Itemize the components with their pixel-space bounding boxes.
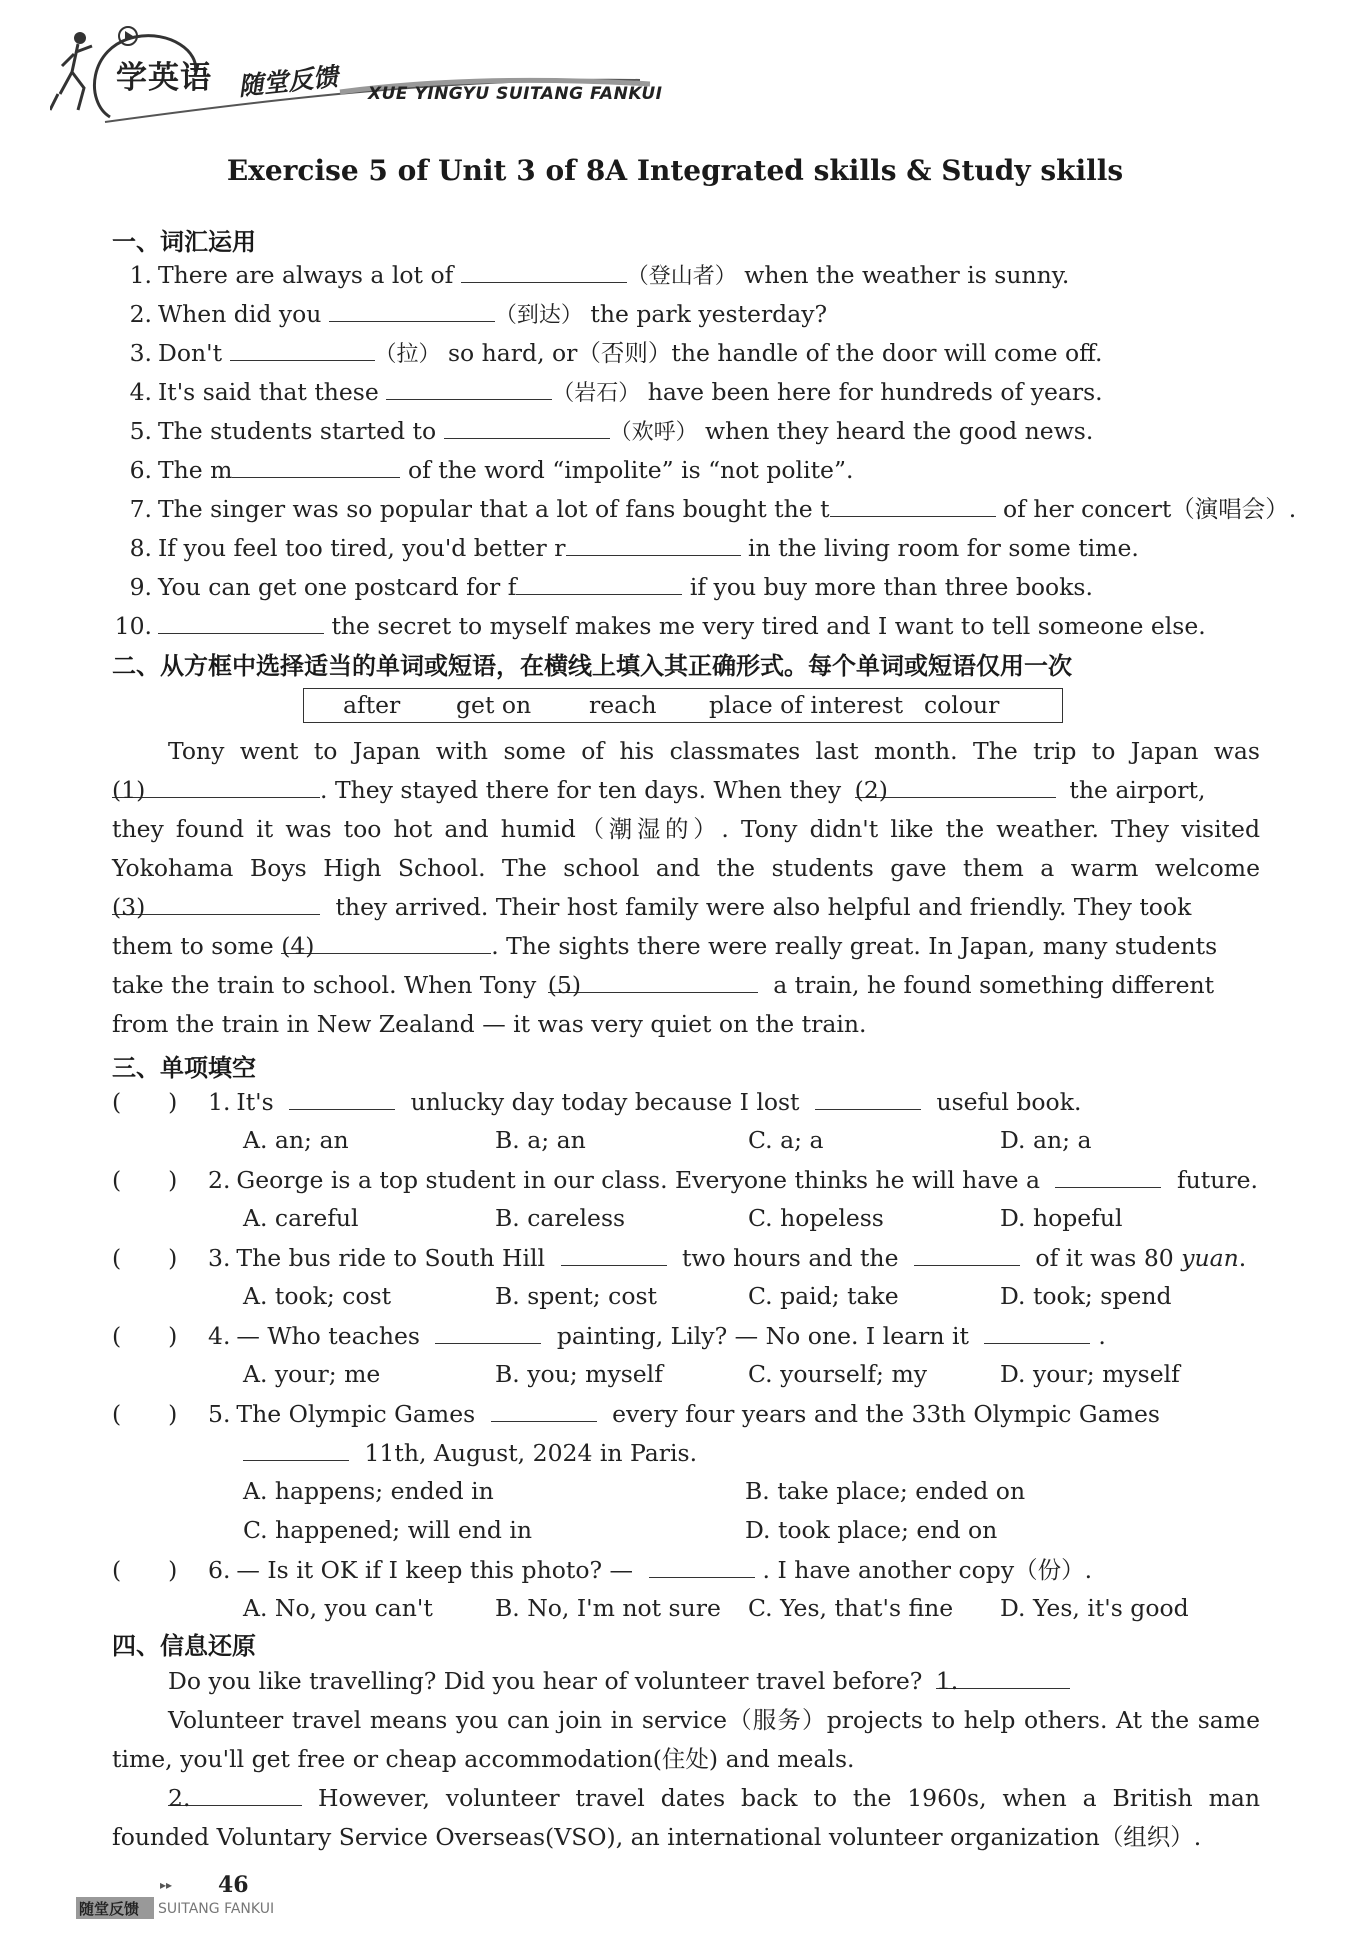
section-heading-multiple-choice: 三、单项填空: [112, 1054, 256, 1082]
section-heading-vocabulary: 一、词汇运用: [112, 228, 256, 256]
item-number: 10.: [114, 612, 152, 640]
word-option: reach: [589, 691, 657, 719]
question-number: 5.: [208, 1400, 231, 1428]
footer-brand-en: SUITANG FANKUI: [158, 1901, 275, 1917]
item-number: 4.: [129, 378, 152, 406]
item-text: The m: [158, 456, 233, 484]
page-title: Exercise 5 of Unit 3 of 8A Integrated skills & Study skills: [226, 154, 1124, 187]
answer-blank[interactable]: [815, 1087, 921, 1110]
answer-blank[interactable]: [435, 1321, 541, 1344]
word-option: after: [343, 691, 401, 719]
question-text: every four years and the 33th Olympic Games: [604, 1400, 1160, 1428]
word-option: place of interest: [709, 691, 904, 719]
vocabulary-item: [112, 455, 1260, 487]
item-number: 8.: [129, 534, 152, 562]
vocabulary-item: [112, 377, 1260, 409]
answer-blank[interactable]: [243, 1438, 349, 1461]
brand-cn: 学英语: [116, 60, 212, 96]
answer-option[interactable]: C. Yes, that's fine: [748, 1594, 954, 1622]
word-option: get on: [456, 691, 532, 719]
word-box: [303, 688, 1063, 723]
passage-line: time, you'll get free or cheap accommodation(住处) and meals.: [112, 1745, 855, 1773]
answer-bracket[interactable]: ( ): [112, 1322, 178, 1350]
answer-option[interactable]: D. an; a: [1000, 1126, 1092, 1154]
vocabulary-item: [112, 260, 1260, 292]
item-text: You can get one postcard for f: [158, 573, 517, 601]
passage-line: However, volunteer travel dates back to the 1960s, when a British man: [318, 1784, 1260, 1812]
item-text: Don't: [158, 339, 230, 367]
passage-line: Volunteer travel means you can join in service（服务）projects to help others. At the same: [168, 1706, 1260, 1734]
item-text: so hard, or（否则）the handle of the door will come off.: [440, 339, 1103, 367]
answer-blank[interactable]: [516, 572, 682, 595]
question-row: [112, 1243, 1260, 1273]
answer-option[interactable]: B. spent; cost: [495, 1282, 657, 1310]
answer-blank[interactable]: [649, 1555, 755, 1578]
vocabulary-item: [112, 572, 1260, 604]
question-text: two hours and the: [674, 1244, 906, 1272]
answer-option[interactable]: C. happened; will end in: [243, 1516, 533, 1544]
answer-blank[interactable]: [984, 1321, 1090, 1344]
item-text: the secret to myself makes me very tired and I want to tell someone else.: [324, 612, 1206, 640]
question-number: 4.: [208, 1322, 231, 1350]
answer-option[interactable]: A. took; cost: [243, 1282, 392, 1310]
page-number: 46: [218, 1872, 249, 1898]
header-banner: [50, 22, 670, 127]
question-text: George is a top student in our class. Everyone thinks he will have a: [236, 1166, 1048, 1194]
question-text: unlucky day today because I lost: [403, 1088, 807, 1116]
chinese-hint: （拉）: [374, 342, 441, 367]
item-text: It's said that these: [158, 378, 387, 406]
question-text: useful book.: [928, 1088, 1082, 1116]
answer-option[interactable]: C. a; a: [748, 1126, 824, 1154]
answer-blank[interactable]: [491, 1399, 597, 1422]
passage-line: Tony went to Japan with some of his classmates last month. The trip to Japan was: [168, 737, 1260, 765]
item-text: When did you: [158, 300, 329, 328]
answer-option[interactable]: D. took place; end on: [745, 1516, 998, 1544]
chinese-hint: （欢呼）: [609, 420, 698, 445]
answer-option[interactable]: B. a; an: [495, 1126, 586, 1154]
passage-line: founded Voluntary Service Overseas(VSO), an international volunteer organization（组织）.: [112, 1823, 1202, 1851]
answer-blank[interactable]: [386, 377, 552, 400]
vocabulary-item: [112, 611, 1260, 643]
chinese-hint: （登山者）: [626, 264, 737, 289]
question-number: 1.: [208, 1088, 231, 1116]
item-number: 3.: [129, 339, 152, 367]
answer-blank[interactable]: [561, 1243, 667, 1266]
passage-line: take the train to school. When Tony (5) a train, he found something different: [112, 971, 1215, 999]
question-row-continued: [243, 1438, 1350, 1468]
item-text: when the weather is sunny.: [736, 261, 1070, 289]
section-heading-info-restore: 四、信息还原: [112, 1632, 256, 1660]
answer-bracket[interactable]: ( ): [112, 1088, 178, 1116]
answer-option[interactable]: A. happens; ended in: [243, 1477, 494, 1505]
question-row: [112, 1087, 1260, 1117]
footer-brand-cn: 随堂反馈: [79, 1900, 140, 1918]
answer-blank[interactable]: [329, 299, 495, 322]
brand-cn-sub: 随堂反馈: [236, 61, 340, 102]
answer-option[interactable]: C. hopeless: [748, 1204, 884, 1232]
item-number: 7.: [129, 495, 152, 523]
answer-blank-info-2[interactable]: 2.: [168, 1783, 302, 1806]
answer-option[interactable]: C. paid; take: [748, 1282, 899, 1310]
answer-option[interactable]: B. No, I'm not sure: [495, 1594, 721, 1622]
answer-option[interactable]: D. hopeful: [1000, 1204, 1123, 1232]
question-text: It's: [236, 1088, 282, 1116]
answer-blank[interactable]: [232, 455, 400, 478]
question-text: 11th, August, 2024 in Paris.: [357, 1439, 698, 1467]
answer-bracket[interactable]: ( ): [112, 1556, 178, 1584]
question-text: — Who teaches: [236, 1322, 428, 1350]
word-option: colour: [924, 691, 1000, 719]
answer-blank-2[interactable]: (2): [855, 775, 1056, 798]
answer-bracket[interactable]: ( ): [112, 1400, 178, 1428]
chinese-hint: （到达）: [494, 303, 583, 328]
answer-blank-3[interactable]: (3): [112, 892, 320, 915]
question-text: . I have another copy（份）.: [762, 1556, 1093, 1584]
answer-blank[interactable]: [1055, 1165, 1161, 1188]
question-number: 6.: [208, 1556, 231, 1584]
item-text: If you feel too tired, you'd better r: [158, 534, 566, 562]
answer-blank-4[interactable]: (4): [281, 931, 491, 954]
question-row: [112, 1399, 1260, 1429]
answer-option[interactable]: A. an; an: [243, 1126, 349, 1154]
item-number: 9.: [129, 573, 152, 601]
item-text: There are always a lot of: [158, 261, 461, 289]
answer-blank[interactable]: [914, 1243, 1020, 1266]
footer-arrows-icon: ▸▸: [160, 1878, 173, 1892]
answer-option[interactable]: B. careless: [495, 1204, 626, 1232]
chinese-hint: （岩石）: [552, 381, 641, 406]
question-text: future.: [1169, 1166, 1258, 1194]
passage-line: from the train in New Zealand — it was very quiet on the train.: [112, 1010, 867, 1038]
vocabulary-item: [112, 299, 1260, 331]
section-heading-word-box: 二、从方框中选择适当的单词或短语，在横线上填入其正确形式。每个单词或短语仅用一次: [112, 652, 1072, 680]
question-number: 3.: [208, 1244, 231, 1272]
answer-blank[interactable]: [289, 1087, 395, 1110]
vocabulary-item: [112, 416, 1260, 448]
item-text: The singer was so popular that a lot of fans bought the t: [158, 495, 830, 523]
answer-blank-5[interactable]: (5): [548, 970, 758, 993]
question-text: .: [1238, 1244, 1247, 1272]
answer-blank[interactable]: [830, 494, 996, 517]
question-text: yuan: [1181, 1244, 1239, 1272]
vocabulary-item: [112, 338, 1260, 370]
answer-option[interactable]: D. took; spend: [1000, 1282, 1172, 1310]
item-text: have been here for hundreds of years.: [640, 378, 1103, 406]
passage-line: Yokohama Boys High School. The school and the students gave them a warm welcome: [112, 854, 1260, 882]
item-text: of her concert（演唱会）.: [995, 495, 1297, 523]
answer-option[interactable]: D. your; myself: [1000, 1360, 1180, 1388]
item-number: 6.: [129, 456, 152, 484]
passage-line: Do you like travelling? Did you hear of volunteer travel before? 1.: [168, 1666, 1316, 1696]
question-row: [112, 1165, 1260, 1195]
vocabulary-item: [112, 494, 1297, 526]
answer-option[interactable]: A. careful: [243, 1204, 359, 1232]
vocabulary-item: [112, 533, 1260, 565]
item-text: The students started to: [158, 417, 444, 445]
answer-blank[interactable]: [444, 416, 610, 439]
answer-option[interactable]: B. take place; ended on: [745, 1477, 1026, 1505]
answer-blank[interactable]: [230, 338, 375, 361]
passage-line: them to some (4) . The sights there were really great. In Japan, many students: [112, 932, 1218, 960]
passage-line: (3) they arrived. Their host family were also helpful and friendly. They took: [112, 893, 1192, 921]
question-text: of it was 80: [1027, 1244, 1182, 1272]
answer-option[interactable]: D. Yes, it's good: [1000, 1594, 1189, 1622]
brand-en: XUE YINGYU SUITANG FANKUI: [368, 84, 663, 104]
answer-blank-info-1[interactable]: 1.: [936, 1666, 1070, 1689]
question-text: .: [1098, 1322, 1106, 1350]
item-text: if you buy more than three books.: [682, 573, 1093, 601]
item-number: 1.: [129, 261, 152, 289]
answer-option[interactable]: B. you; myself: [495, 1360, 663, 1388]
question-row: [112, 1321, 1260, 1351]
item-text: the park yesterday?: [582, 300, 828, 328]
question-row: [112, 1555, 1260, 1585]
answer-blank[interactable]: [566, 533, 741, 556]
question-text: — Is it OK if I keep this photo? —: [236, 1556, 641, 1584]
answer-bracket[interactable]: ( ): [112, 1244, 178, 1272]
item-number: 2.: [129, 300, 152, 328]
question-text: painting, Lily? — No one. I learn it: [549, 1322, 977, 1350]
item-text: when they heard the good news.: [697, 417, 1094, 445]
passage-line: (1) . They stayed there for ten days. When they (2) the airport,: [112, 776, 1206, 804]
answer-option[interactable]: A. your; me: [243, 1360, 381, 1388]
answer-blank[interactable]: [158, 611, 324, 634]
answer-bracket[interactable]: ( ): [112, 1166, 178, 1194]
question-text: The Olympic Games: [236, 1400, 483, 1428]
passage-line: they found it was too hot and humid（潮湿的）. Tony didn't like the weather. They visited: [112, 815, 1260, 843]
item-text: in the living room for some time.: [740, 534, 1139, 562]
answer-blank[interactable]: [461, 260, 627, 283]
answer-option[interactable]: A. No, you can't: [243, 1594, 433, 1622]
question-number: 2.: [208, 1166, 231, 1194]
answer-blank-1[interactable]: (1): [112, 775, 320, 798]
item-number: 5.: [129, 417, 152, 445]
answer-option[interactable]: C. yourself; my: [748, 1360, 928, 1388]
question-text: The bus ride to South Hill: [236, 1244, 553, 1272]
item-text: of the word “impolite” is “not polite”.: [400, 456, 854, 484]
